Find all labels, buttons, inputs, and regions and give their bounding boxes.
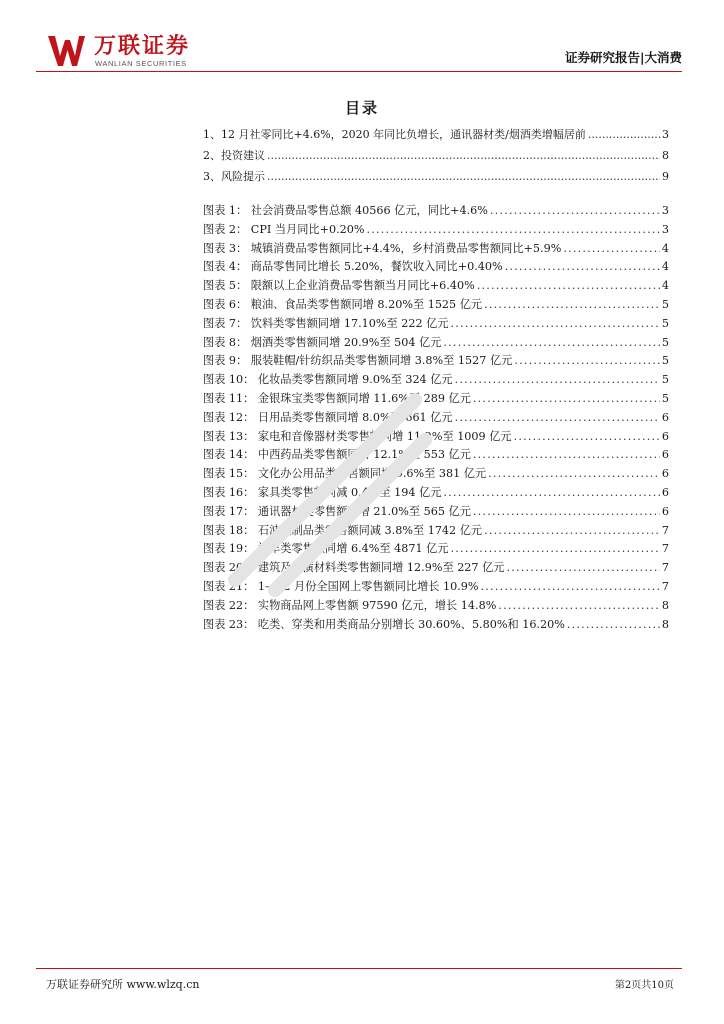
toc-figure-row[interactable] bbox=[203, 559, 669, 578]
toc-leader-dots bbox=[451, 542, 660, 555]
toc-figure-row[interactable] bbox=[203, 578, 669, 597]
toc-page-number: 6 bbox=[661, 504, 669, 518]
toc-section-title: 3、风险提示 bbox=[203, 170, 265, 183]
toc-leader-dots bbox=[484, 524, 660, 537]
toc-figure-title: 图表 20： 建筑及装潢材料类零售额同增 12.9%至 227 亿元 bbox=[203, 561, 505, 575]
toc-leader-dots bbox=[484, 298, 660, 311]
toc-page-number: 8 bbox=[661, 598, 669, 612]
toc-section-row[interactable] bbox=[203, 126, 669, 147]
footer-source: 万联证券研究所 www.wlzq.cn bbox=[46, 978, 200, 991]
toc-page-number: 4 bbox=[661, 279, 669, 293]
toc-leader-dots bbox=[481, 580, 660, 593]
toc-page-number: 3 bbox=[661, 222, 669, 236]
toc-figure-title: 图表 10： 化妆品类零售额同增 9.0%至 324 亿元 bbox=[203, 373, 453, 387]
toc-leader-dots bbox=[477, 279, 660, 292]
toc-leader-dots bbox=[367, 223, 660, 236]
toc-page-number: 5 bbox=[661, 354, 669, 368]
toc-page-number: 5 bbox=[661, 335, 669, 349]
toc-figure-title: 图表 17： 通讯器材类零售额同增 21.0%至 565 亿元 bbox=[203, 504, 471, 518]
toc-figure-row[interactable] bbox=[203, 522, 669, 541]
page-header bbox=[36, 30, 682, 70]
toc-figure-title: 图表 9： 服装鞋帽/针纺织品类零售额同增 3.8%至 1527 亿元 bbox=[203, 354, 513, 368]
wanlian-logo-icon bbox=[46, 34, 86, 68]
footer-page-number: 第2页共10页 bbox=[614, 980, 674, 991]
toc-page-number: 3 bbox=[662, 128, 669, 141]
toc-leader-dots bbox=[455, 411, 660, 424]
toc-figure-title: 图表 23： 吃类、穿类和用类商品分别增长 30.60%、5.80%和 16.20% bbox=[203, 617, 565, 631]
toc-leader-dots bbox=[506, 561, 659, 574]
toc-figure-list bbox=[203, 202, 669, 634]
toc-figure-row[interactable] bbox=[203, 616, 669, 635]
company-logo bbox=[46, 34, 246, 70]
toc-leader-dots bbox=[451, 317, 660, 330]
toc-figure-title: 图表 11： 金银珠宝类零售额同增 11.6%至 289 亿元 bbox=[203, 391, 471, 405]
toc-title: 目录 bbox=[344, 99, 379, 117]
toc-figure-title: 图表 18： 石油及制品类零售额同减 3.8%至 1742 亿元 bbox=[203, 523, 483, 537]
toc-figure-title: 图表 16： 家具类零售额同减 0.4%至 194 亿元 bbox=[203, 485, 442, 499]
toc-figure-row[interactable] bbox=[203, 540, 669, 559]
toc-page-number: 3 bbox=[661, 204, 669, 217]
toc-figure-title: 图表 12： 日用品类零售额同增 8.0%至 661 亿元 bbox=[203, 410, 453, 424]
toc-figure-title: 图表 15： 文化办公用品类零售额同增 9.6%至 381 亿元 bbox=[203, 467, 487, 481]
toc-leader-dots bbox=[563, 242, 660, 255]
logo-english-name: WANLIAN SECURITIES bbox=[95, 59, 187, 68]
toc-leader-dots bbox=[473, 392, 660, 405]
toc-figure-row[interactable] bbox=[203, 315, 669, 334]
toc-figure-title: 图表 14： 中西药品类零售额同增 12.1%至 553 亿元 bbox=[203, 448, 471, 462]
toc-leader-dots bbox=[267, 170, 660, 183]
toc-figure-row[interactable] bbox=[203, 409, 669, 428]
toc-figure-row[interactable] bbox=[203, 221, 669, 240]
toc-figure-title: 图表 8： 烟酒类零售额同增 20.9%至 504 亿元 bbox=[203, 335, 442, 349]
toc-leader-dots bbox=[455, 373, 660, 386]
toc-leader-dots bbox=[567, 618, 660, 631]
toc-figure-row[interactable] bbox=[203, 503, 669, 522]
toc-leader-dots bbox=[443, 486, 659, 499]
toc-page-number: 5 bbox=[661, 373, 669, 387]
toc-page-number: 8 bbox=[661, 617, 669, 631]
toc-figure-row[interactable] bbox=[203, 390, 669, 409]
toc-page-number: 6 bbox=[661, 448, 669, 462]
toc-figure-title: 图表 6： 粮油、食品类零售额同增 8.20%至 1525 亿元 bbox=[203, 297, 483, 311]
toc-leader-dots bbox=[488, 467, 660, 480]
toc-figure-row[interactable] bbox=[203, 428, 669, 447]
toc-leader-dots bbox=[498, 599, 660, 612]
logo-chinese-name: 万联证券 bbox=[94, 34, 191, 59]
toc-section-title: 1、12 月社零同比+4.6%，2020 年同比负增长，通讯器材类/烟酒类增幅居前 bbox=[203, 128, 586, 141]
toc-section-list bbox=[203, 126, 669, 189]
toc-figure-title: 图表 1： 社会消费品零售总额 40566 亿元，同比+4.6% bbox=[203, 204, 488, 217]
toc-figure-title: 图表 3： 城镇消费品零售额同比+4.4%，乡村消费品零售额同比+5.9% bbox=[203, 241, 562, 255]
toc-figure-row[interactable] bbox=[203, 334, 669, 353]
toc-section-row[interactable] bbox=[203, 168, 669, 189]
toc-page-number: 5 bbox=[661, 391, 669, 405]
toc-page-number: 8 bbox=[662, 149, 669, 162]
toc-leader-dots bbox=[473, 448, 660, 461]
toc-figure-title: 图表 2： CPI 当月同比+0.20% bbox=[203, 222, 365, 236]
toc-figure-title: 图表 4： 商品零售同比增长 5.20%，餐饮收入同比+0.40% bbox=[203, 260, 503, 274]
toc-section-row[interactable] bbox=[203, 147, 669, 168]
toc-page-number: 4 bbox=[661, 241, 669, 255]
toc-figure-row[interactable] bbox=[203, 371, 669, 390]
toc-page-number: 7 bbox=[661, 542, 669, 556]
toc-leader-dots bbox=[443, 336, 659, 349]
toc-leader-dots bbox=[514, 354, 660, 367]
toc-figure-row[interactable] bbox=[203, 277, 669, 296]
toc-figure-title: 图表 21： 1—12 月份全国网上零售额同比增长 10.9% bbox=[203, 579, 479, 593]
toc-figure-title: 图表 22： 实物商品网上零售额 97590 亿元，增长 14.8% bbox=[203, 598, 497, 612]
toc-leader-dots bbox=[505, 260, 660, 273]
toc-page-number: 6 bbox=[661, 467, 669, 481]
toc-page-number: 5 bbox=[661, 297, 669, 311]
header-divider bbox=[36, 71, 682, 72]
toc-leader-dots bbox=[473, 505, 660, 518]
toc-page-number: 5 bbox=[661, 316, 669, 330]
toc-page-number: 6 bbox=[661, 429, 669, 443]
toc-figure-row[interactable] bbox=[203, 240, 669, 259]
toc-page-number: 6 bbox=[661, 410, 669, 424]
toc-page-number: 7 bbox=[661, 561, 669, 575]
toc-figure-row[interactable] bbox=[203, 258, 669, 277]
toc-figure-row[interactable] bbox=[203, 446, 669, 465]
toc-figure-row[interactable] bbox=[203, 597, 669, 616]
toc-figure-title: 图表 19： 汽车类零售额同增 6.4%至 4871 亿元 bbox=[203, 542, 449, 556]
toc-figure-row[interactable] bbox=[203, 202, 669, 221]
toc-page-number: 6 bbox=[661, 485, 669, 499]
toc-figure-row[interactable] bbox=[203, 296, 669, 315]
toc-leader-dots bbox=[588, 128, 660, 141]
toc-section-title: 2、投资建议 bbox=[203, 149, 265, 162]
toc-page-number: 9 bbox=[662, 170, 669, 183]
toc-page-number: 7 bbox=[661, 579, 669, 593]
footer-divider bbox=[36, 968, 682, 969]
toc-page-number: 4 bbox=[661, 260, 669, 274]
toc-figure-row[interactable] bbox=[203, 484, 669, 503]
toc-leader-dots bbox=[490, 204, 660, 217]
toc-figure-title: 图表 7： 饮料类零售额同增 17.10%至 222 亿元 bbox=[203, 316, 449, 330]
toc-figure-title: 图表 13： 家电和音像器材类零售额同增 11.2%至 1009 亿元 bbox=[203, 429, 512, 443]
toc-figure-title: 图表 5： 限额以上企业消费品零售额当月同比+6.40% bbox=[203, 279, 475, 293]
toc-figure-row[interactable] bbox=[203, 352, 669, 371]
report-category: 证券研究报告|大消费 bbox=[564, 50, 682, 65]
toc-leader-dots bbox=[514, 430, 660, 443]
toc-leader-dots bbox=[267, 149, 660, 162]
toc-figure-row[interactable] bbox=[203, 465, 669, 484]
toc-page-number: 7 bbox=[661, 523, 669, 537]
